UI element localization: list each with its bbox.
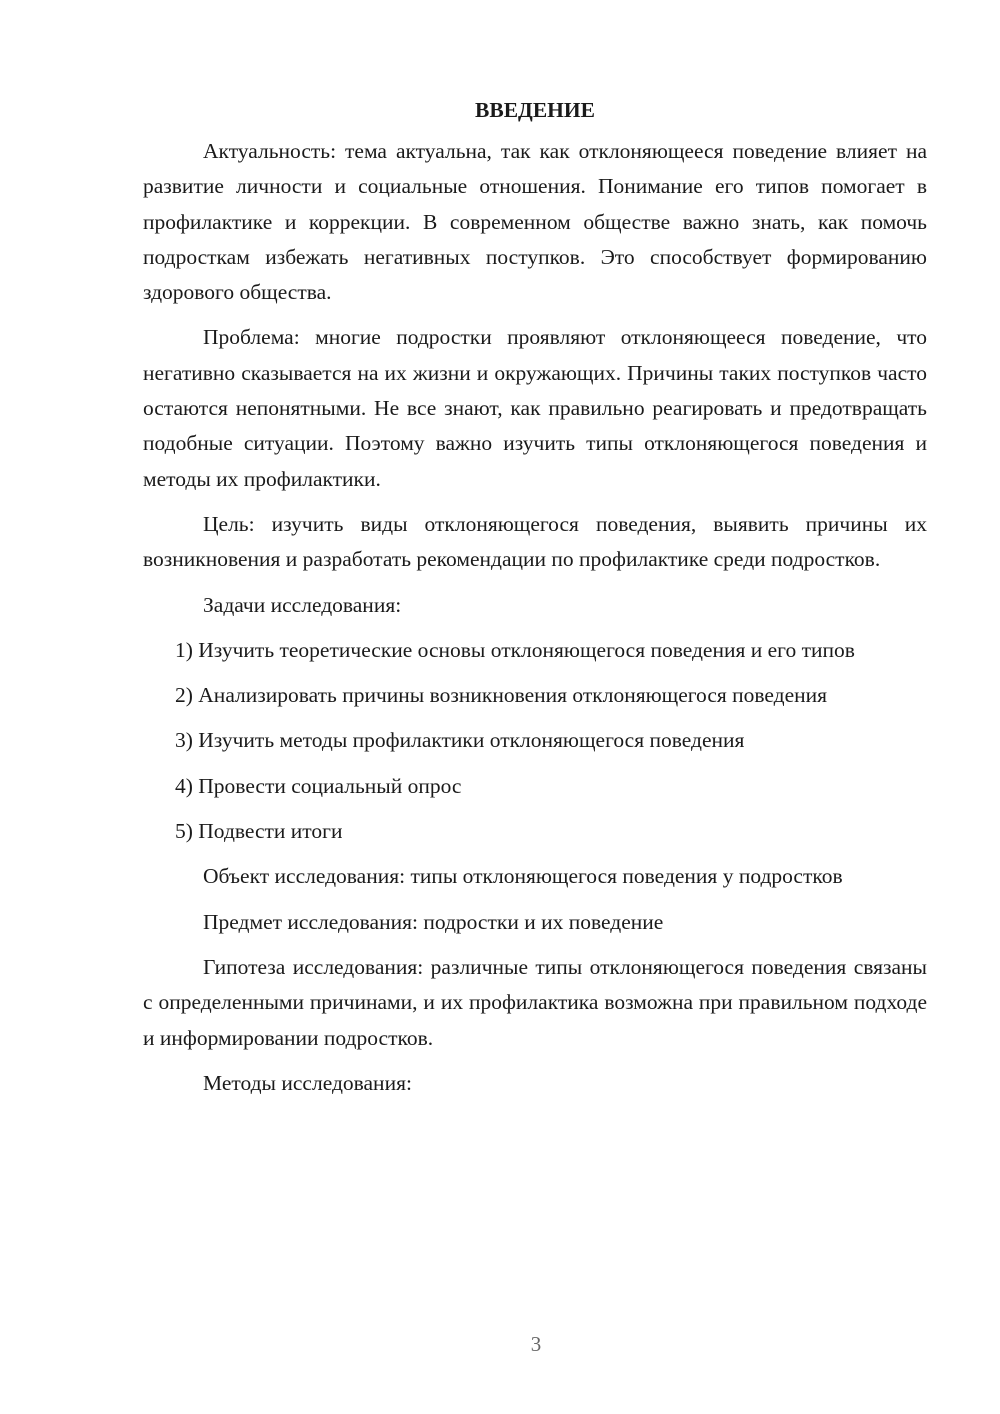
methods-heading: Методы исследования: [203, 1070, 412, 1095]
tasks-heading: Задачи исследования: [203, 592, 402, 617]
page-title: ВВЕДЕНИЕ [475, 98, 595, 122]
task-item-2: 2) Анализировать причины возникновения отклоняющегося поведения [175, 683, 828, 708]
goal-paragraph: Цель: изучить виды отклоняющегося поведения, выявить причины их возникновения и разработать рекомендации по профилактике среди подростков. [143, 511, 927, 572]
problem-paragraph: Проблема: многие подростки проявляют отклоняющееся поведение, что негативно сказывается на их жизни и окружающих. Причины таких поступков часто остаются непонятными. Не все знают, как правильно реагировать и предотвращать подобные ситуации. Поэтому важно изучить типы отклоняющегося поведения и методы их профилактики. [143, 325, 927, 491]
page-number: 3 [530, 1332, 542, 1356]
task-item-3: 3) Изучить методы профилактики отклоняющегося поведения [175, 728, 745, 753]
relevance-paragraph: Актуальность: тема актуальна, так как отклоняющееся поведение влияет на развитие личности и социальные отношения. Понимание его типов помогает в профилактике и коррекции. В современном обществе важно знать, как помочь подросткам избежать негативных поступков. Это способствует формированию здорового общества. [143, 139, 927, 305]
object-paragraph: Объект исследования: типы отклоняющегося поведения у подростков [203, 864, 843, 889]
task-item-1: 1) Изучить теоретические основы отклоняющегося поведения и его типов [175, 637, 855, 662]
task-item-5: 5) Подвести итоги [175, 819, 343, 844]
subject-paragraph: Предмет исследования: подростки и их поведение [203, 909, 664, 934]
hypothesis-paragraph: Гипотеза исследования: различные типы отклоняющегося поведения связаны с определенными причинами, и их профилактика возможна при правильном подходе и информировании подростков. [143, 954, 927, 1050]
document-page [143, 90, 927, 1111]
task-item-4: 4) Провести социальный опрос [175, 773, 462, 798]
